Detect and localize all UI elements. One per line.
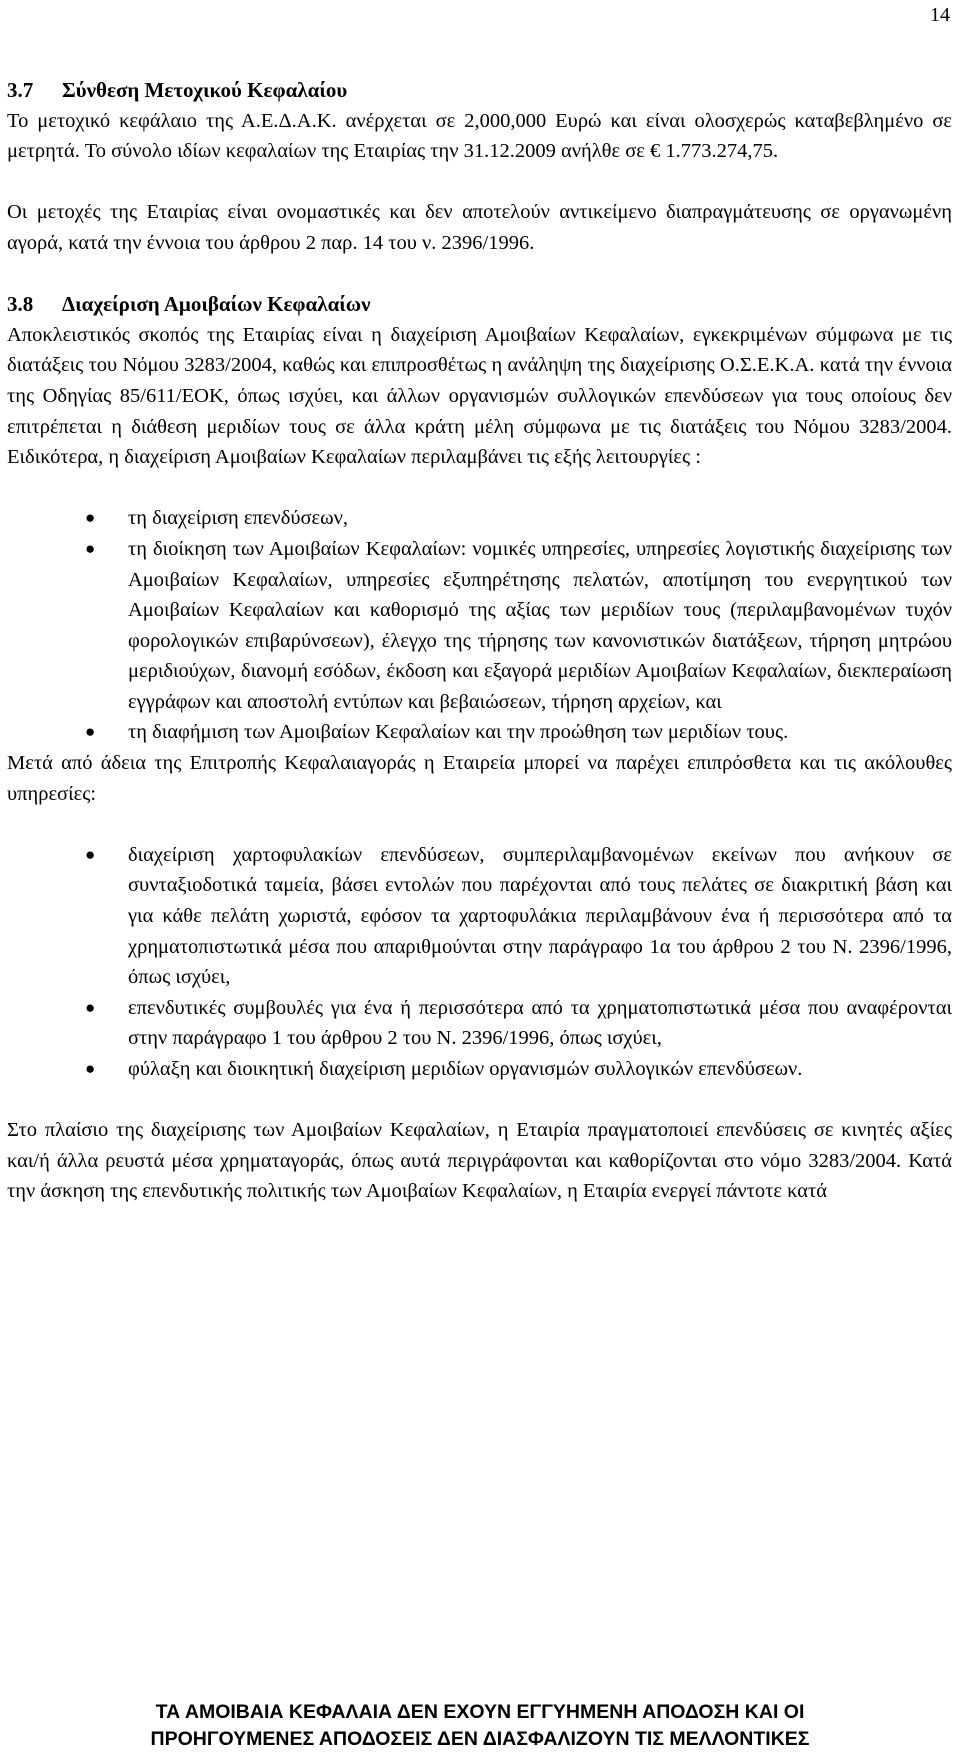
shares-paragraph: Οι μετοχές της Εταιρίας είναι ονομαστικές και δεν αποτελούν αντικείμενο διαπραγμάτευσης σε οργανωμένη αγορά, κατά την έννοια του άρθρου 2 παρ. 14 του ν. 2396/1996. [7,201,952,254]
disclaimer-line: ΤΑ ΑΜΟΙΒΑΙΑ ΚΕΦΑΛΑΙΑ ΔΕΝ ΕΧΟΥΝ ΕΓΓΥΗΜΕΝΗ ΑΠΟΔΟΣΗ ΚΑΙ ΟΙ [155,1701,805,1723]
closing-paragraph: Στο πλαίσιο της διαχείρισης των Αμοιβαίων Κεφαλαίων, η Εταιρία πραγματοποιεί επενδύσεις σε κινητές αξίες και/ή άλλα ρευστά μέσα χρηματαγοράς, όπως αυτά περιγράφονται και καθορίζονται στο νόμο 3283/2004. Κατά την άσκηση της επενδυτικής πολιτικής των Αμοιβαίων Κεφαλαίων, η Εταιρία ενεργεί πάντοτε κατά [7,1119,952,1203]
section-title: Διαχείριση Αμοιβαίων Κεφαλαίων [62,292,371,317]
disclaimer-footer [0,1699,960,1753]
services-list [7,840,952,1085]
share-capital-paragraph: Το μετοχικό κεφάλαιο της Α.Ε.Δ.Α.Κ. ανέρχεται σε 2,000,000 Ευρώ και είναι ολοσχερώς καταβεβλημένο σε μετρητά. Το σύνολο ιδίων κεφαλαίων της Εταιρίας την 31.12.2009 ανήλθε σε € 1.773.274,75. [7,109,952,163]
page-number: 14 [930,4,950,26]
list-item: ● επενδυτικές συμβουλές για ένα ή περισσότερα από τα χρηματοπιστωτικά μέσα που αναφέρονται στην παράγραφο 1 του άρθρου 2 του Ν. 2396/1996, όπως ισχύει, [7,993,952,1054]
bullet-icon: ● [85,508,96,528]
paragraph-spacer [7,1085,952,1116]
bullet-icon: ● [85,844,96,864]
list-item: ● τη διαχείριση επενδύσεων, [7,503,952,534]
bullet-icon: ● [85,538,96,558]
section-title: Σύνθεση Μετοχικού Κεφαλαίου [62,78,348,102]
paragraph-spacer [7,259,952,290]
section-heading-3-7 [7,75,952,106]
list-item: ● τη διοίκηση των Αμοιβαίων Κεφαλαίων: νομικές υπηρεσίες, υπηρεσίες λογιστικής διαχείρισης των Αμοιβαίων Κεφαλαίων, υπηρεσίες εξυπηρέτησης πελατών, αποτίμηση του ενεργητικού των Αμοιβαίων Κεφαλαίων και καθορισμό της αξίας των μεριδίων τους (περιλαμβανομένων τυχόν φορολογικών επιβαρύνσεων), έλεγχο της τήρησης των κανονιστικών διατάξεων, τήρηση μητρώου μεριδιούχων, διανομή εσόδων, έκδοση και εξαγορά μεριδίων Αμοιβαίων Κεφαλαίων, διεκπεραίωση εγγράφων και αποστολή εντύπων και βεβαιώσεων, τήρηση αρχείων, και [7,534,952,718]
fund-management-intro: Αποκλειστικός σκοπός της Εταιρίας είναι η διαχείριση Αμοιβαίων Κεφαλαίων, εγκεκριμένων σύμφωνα με τις διατάξεις του Νόμου 3283/2004, καθώς και επιπροσθέτως η ανάληψη της διαχείρισης Ο.Σ.Ε.Κ.Α. κατά την έννοια της Οδηγίας 85/611/ΕΟΚ, όπως ισχύει, και άλλων οργανισμών συλλογικών επενδύσεων για τους οποίους δεν επιτρέπεται η διάθεση μεριδίων τους σε άλλα κράτη μέλη σύμφωνα με τις διατάξεις του Νόμου 3283/2004. Ειδικότερα, η διαχείριση Αμοιβαίων Κεφαλαίων περιλαμβάνει τις εξής λειτουργίες : [7,323,952,469]
disclaimer-line: ΠΡΟΗΓΟΥΜΕΝΕΣ ΑΠΟΔΟΣΕΙΣ ΔΕΝ ΔΙΑΣΦΑΛΙΖΟΥΝ ΤΙΣ ΜΕΛΛΟΝΤΙΚΕΣ [150,1728,810,1750]
section-number: 3.7 [7,78,34,102]
bullet-icon: ● [85,722,96,742]
page-content [7,75,952,1207]
paragraph-spacer [7,167,952,198]
functions-list [7,503,952,748]
list-item: ● φύλαξη και διοικητική διαχείριση μεριδίων οργανισμών συλλογικών επενδύσεων. [7,1054,952,1085]
bullet-icon: ● [85,1059,96,1078]
section-heading-3-8 [7,289,952,320]
list-item: ● διαχείριση χαρτοφυλακίων επενδύσεων, συμπεριλαμβανομένων εκείνων που ανήκουν σε συνταξιοδοτικά ταμεία, βάσει εντολών που παρέχονται από τους πελάτες σε διακριτική βάση και για κάθε πελάτη χωριστά, εφόσον τα χαρτοφυλάκια περιλαμβάνουν ένα ή περισσότερα από τα χρηματοπιστωτικά μέσα που απαριθμούνται στην παράγραφο 1α του άρθρου 2 του Ν. 2396/1996, όπως ισχύει, [7,840,952,993]
paragraph-spacer [7,473,952,504]
section-number: 3.8 [7,292,34,317]
list-item: ● τη διαφήμιση των Αμοιβαίων Κεφαλαίων και την προώθηση των μεριδίων τους. [7,717,952,748]
paragraph-spacer [7,809,952,840]
additional-services-intro: Μετά από άδεια της Επιτροπής Κεφαλαιαγοράς η Εταιρεία μπορεί να παρέχει επιπρόσθετα και τις ακόλουθες υπηρεσίες: [7,752,952,805]
bullet-icon: ● [85,997,96,1017]
